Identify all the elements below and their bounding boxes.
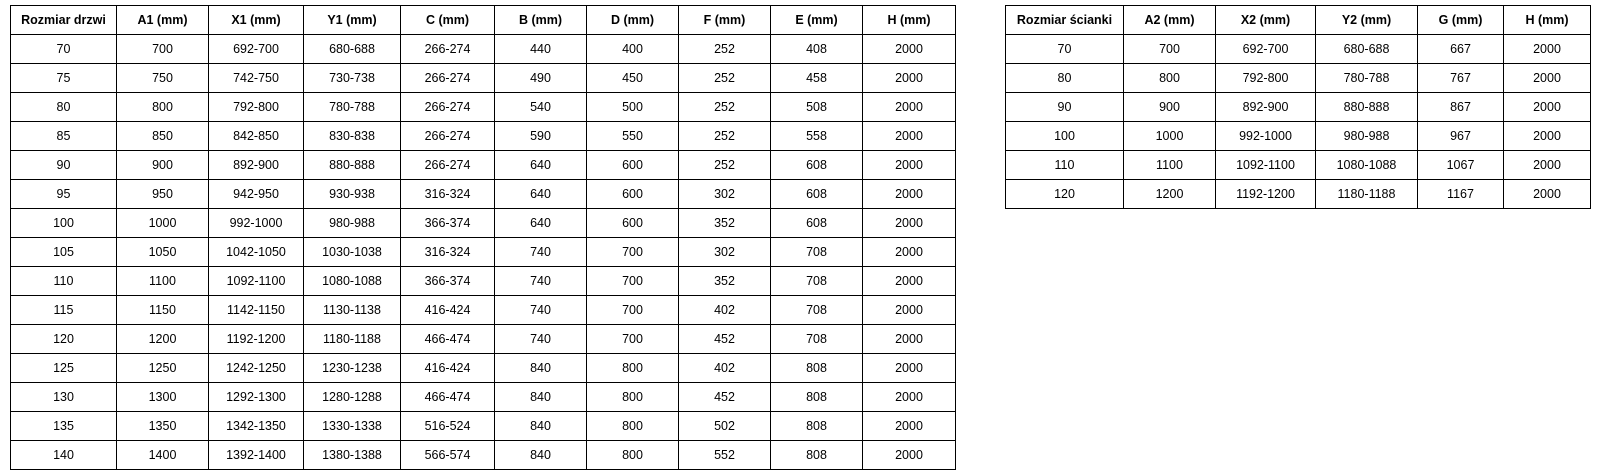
walls-column-header: X2 (mm) — [1216, 6, 1316, 35]
doors-cell: 750 — [117, 64, 209, 93]
doors-cell: 800 — [587, 383, 679, 412]
walls-cell: 120 — [1006, 180, 1124, 209]
walls-cell: 992-1000 — [1216, 122, 1316, 151]
doors-cell: 130 — [11, 383, 117, 412]
walls-cell: 110 — [1006, 151, 1124, 180]
doors-cell: 252 — [679, 151, 771, 180]
doors-cell: 566-574 — [401, 441, 495, 470]
walls-cell: 2000 — [1504, 64, 1591, 93]
table-row — [11, 354, 956, 383]
table-row — [1006, 64, 1591, 93]
doors-cell: 840 — [495, 383, 587, 412]
doors-cell: 608 — [771, 180, 863, 209]
doors-cell: 1242-1250 — [209, 354, 304, 383]
doors-cell: 840 — [495, 354, 587, 383]
doors-cell: 830-838 — [304, 122, 401, 151]
doors-cell: 466-474 — [401, 325, 495, 354]
table-row — [1006, 180, 1591, 209]
doors-cell: 1300 — [117, 383, 209, 412]
doors-cell: 2000 — [863, 325, 956, 354]
doors-cell: 1142-1150 — [209, 296, 304, 325]
doors-cell: 352 — [679, 267, 771, 296]
doors-cell: 1342-1350 — [209, 412, 304, 441]
doors-cell: 808 — [771, 383, 863, 412]
doors-cell: 1030-1038 — [304, 238, 401, 267]
doors-cell: 416-424 — [401, 296, 495, 325]
doors-cell: 366-374 — [401, 267, 495, 296]
walls-cell: 692-700 — [1216, 35, 1316, 64]
walls-cell: 767 — [1418, 64, 1504, 93]
doors-cell: 840 — [495, 412, 587, 441]
doors-cell: 800 — [117, 93, 209, 122]
doors-cell: 700 — [587, 238, 679, 267]
doors-cell: 1230-1238 — [304, 354, 401, 383]
doors-cell: 608 — [771, 209, 863, 238]
table-row — [11, 238, 956, 267]
walls-cell: 2000 — [1504, 151, 1591, 180]
doors-cell: 640 — [495, 151, 587, 180]
doors-cell: 708 — [771, 238, 863, 267]
doors-cell: 740 — [495, 296, 587, 325]
doors-cell: 1080-1088 — [304, 267, 401, 296]
walls-cell: 90 — [1006, 93, 1124, 122]
walls-cell: 70 — [1006, 35, 1124, 64]
walls-cell: 100 — [1006, 122, 1124, 151]
walls-cell: 1067 — [1418, 151, 1504, 180]
doors-column-header: E (mm) — [771, 6, 863, 35]
table-row — [11, 267, 956, 296]
doors-cell: 1050 — [117, 238, 209, 267]
doors-cell: 452 — [679, 383, 771, 412]
doors-cell: 1100 — [117, 267, 209, 296]
doors-cell: 2000 — [863, 64, 956, 93]
doors-cell: 2000 — [863, 122, 956, 151]
doors-cell: 450 — [587, 64, 679, 93]
walls-cell: 880-888 — [1316, 93, 1418, 122]
doors-cell: 842-850 — [209, 122, 304, 151]
doors-cell: 1250 — [117, 354, 209, 383]
walls-cell: 792-800 — [1216, 64, 1316, 93]
doors-cell: 742-750 — [209, 64, 304, 93]
table-row — [11, 64, 956, 93]
doors-cell: 440 — [495, 35, 587, 64]
walls-cell: 2000 — [1504, 122, 1591, 151]
doors-cell: 1280-1288 — [304, 383, 401, 412]
walls-cell: 2000 — [1504, 35, 1591, 64]
doors-cell: 2000 — [863, 383, 956, 412]
doors-cell: 1150 — [117, 296, 209, 325]
doors-cell: 950 — [117, 180, 209, 209]
doors-cell: 730-738 — [304, 64, 401, 93]
doors-cell: 700 — [587, 325, 679, 354]
doors-column-header: C (mm) — [401, 6, 495, 35]
doors-cell: 800 — [587, 412, 679, 441]
doors-cell: 502 — [679, 412, 771, 441]
walls-cell: 2000 — [1504, 180, 1591, 209]
doors-cell: 850 — [117, 122, 209, 151]
doors-cell: 252 — [679, 122, 771, 151]
doors-cell: 316-324 — [401, 180, 495, 209]
doors-cell: 1400 — [117, 441, 209, 470]
table-row — [11, 441, 956, 470]
walls-cell: 980-988 — [1316, 122, 1418, 151]
doors-cell: 600 — [587, 151, 679, 180]
walls-cell: 1000 — [1124, 122, 1216, 151]
doors-cell: 740 — [495, 325, 587, 354]
doors-cell: 115 — [11, 296, 117, 325]
doors-cell: 800 — [587, 441, 679, 470]
doors-cell: 452 — [679, 325, 771, 354]
doors-column-header: Y1 (mm) — [304, 6, 401, 35]
walls-cell: 1167 — [1418, 180, 1504, 209]
table-row — [11, 209, 956, 238]
doors-cell: 70 — [11, 35, 117, 64]
walls-column-header: A2 (mm) — [1124, 6, 1216, 35]
doors-cell: 95 — [11, 180, 117, 209]
doors-cell: 2000 — [863, 151, 956, 180]
doors-cell: 80 — [11, 93, 117, 122]
doors-table-header — [11, 6, 956, 35]
doors-cell: 1292-1300 — [209, 383, 304, 412]
doors-cell: 266-274 — [401, 151, 495, 180]
doors-cell: 808 — [771, 354, 863, 383]
doors-column-header: F (mm) — [679, 6, 771, 35]
doors-cell: 140 — [11, 441, 117, 470]
table-row — [1006, 122, 1591, 151]
walls-dimensions-table — [1005, 5, 1591, 209]
doors-cell: 1200 — [117, 325, 209, 354]
doors-column-header: A1 (mm) — [117, 6, 209, 35]
doors-cell: 550 — [587, 122, 679, 151]
doors-cell: 780-788 — [304, 93, 401, 122]
doors-cell: 808 — [771, 441, 863, 470]
walls-cell: 680-688 — [1316, 35, 1418, 64]
doors-cell: 2000 — [863, 441, 956, 470]
doors-cell: 700 — [587, 267, 679, 296]
doors-cell: 1180-1188 — [304, 325, 401, 354]
doors-cell: 266-274 — [401, 93, 495, 122]
table-row — [11, 93, 956, 122]
walls-cell: 1192-1200 — [1216, 180, 1316, 209]
table-row — [11, 35, 956, 64]
doors-cell: 508 — [771, 93, 863, 122]
table-row — [11, 383, 956, 412]
walls-column-header: Y2 (mm) — [1316, 6, 1418, 35]
doors-cell: 1130-1138 — [304, 296, 401, 325]
doors-cell: 708 — [771, 325, 863, 354]
table-row — [1006, 93, 1591, 122]
doors-cell: 600 — [587, 180, 679, 209]
walls-table-body — [1006, 35, 1591, 209]
doors-cell: 1392-1400 — [209, 441, 304, 470]
doors-cell: 416-424 — [401, 354, 495, 383]
doors-cell: 466-474 — [401, 383, 495, 412]
doors-cell: 500 — [587, 93, 679, 122]
doors-cell: 740 — [495, 267, 587, 296]
walls-cell: 900 — [1124, 93, 1216, 122]
walls-cell: 1100 — [1124, 151, 1216, 180]
doors-cell: 135 — [11, 412, 117, 441]
doors-cell: 942-950 — [209, 180, 304, 209]
doors-cell: 2000 — [863, 296, 956, 325]
doors-cell: 2000 — [863, 354, 956, 383]
doors-cell: 302 — [679, 180, 771, 209]
doors-cell: 840 — [495, 441, 587, 470]
doors-cell: 90 — [11, 151, 117, 180]
doors-cell: 2000 — [863, 93, 956, 122]
walls-column-header: H (mm) — [1504, 6, 1591, 35]
doors-cell: 1042-1050 — [209, 238, 304, 267]
table-row — [11, 325, 956, 354]
doors-cell: 125 — [11, 354, 117, 383]
doors-column-header: B (mm) — [495, 6, 587, 35]
walls-cell: 1080-1088 — [1316, 151, 1418, 180]
table-row — [1006, 151, 1591, 180]
doors-cell: 1092-1100 — [209, 267, 304, 296]
doors-dimensions-table-container — [10, 5, 956, 470]
doors-cell: 516-524 — [401, 412, 495, 441]
doors-cell: 558 — [771, 122, 863, 151]
walls-cell: 1092-1100 — [1216, 151, 1316, 180]
doors-cell: 352 — [679, 209, 771, 238]
walls-cell: 780-788 — [1316, 64, 1418, 93]
doors-cell: 700 — [117, 35, 209, 64]
walls-cell: 800 — [1124, 64, 1216, 93]
doors-cell: 458 — [771, 64, 863, 93]
table-row — [11, 412, 956, 441]
table-header-row — [11, 6, 956, 35]
doors-cell: 700 — [587, 296, 679, 325]
walls-dimensions-table-container — [1005, 5, 1591, 209]
walls-table-header — [1006, 6, 1591, 35]
doors-cell: 105 — [11, 238, 117, 267]
walls-column-header: G (mm) — [1418, 6, 1504, 35]
doors-cell: 640 — [495, 180, 587, 209]
doors-cell: 880-888 — [304, 151, 401, 180]
doors-column-header: Rozmiar drzwi — [11, 6, 117, 35]
doors-cell: 75 — [11, 64, 117, 93]
table-row — [1006, 35, 1591, 64]
doors-cell: 992-1000 — [209, 209, 304, 238]
walls-cell: 667 — [1418, 35, 1504, 64]
doors-cell: 252 — [679, 93, 771, 122]
doors-cell: 100 — [11, 209, 117, 238]
doors-cell: 402 — [679, 296, 771, 325]
doors-cell: 252 — [679, 35, 771, 64]
doors-cell: 400 — [587, 35, 679, 64]
doors-cell: 980-988 — [304, 209, 401, 238]
doors-table-body — [11, 35, 956, 470]
doors-cell: 600 — [587, 209, 679, 238]
doors-cell: 1350 — [117, 412, 209, 441]
doors-cell: 2000 — [863, 267, 956, 296]
doors-cell: 540 — [495, 93, 587, 122]
walls-cell: 1180-1188 — [1316, 180, 1418, 209]
walls-cell: 700 — [1124, 35, 1216, 64]
doors-cell: 366-374 — [401, 209, 495, 238]
doors-cell: 120 — [11, 325, 117, 354]
table-row — [11, 180, 956, 209]
walls-cell: 80 — [1006, 64, 1124, 93]
walls-cell: 2000 — [1504, 93, 1591, 122]
table-row — [11, 296, 956, 325]
doors-cell: 708 — [771, 267, 863, 296]
doors-cell: 85 — [11, 122, 117, 151]
table-header-row — [1006, 6, 1591, 35]
walls-cell: 1200 — [1124, 180, 1216, 209]
doors-cell: 266-274 — [401, 122, 495, 151]
doors-cell: 708 — [771, 296, 863, 325]
doors-cell: 1330-1338 — [304, 412, 401, 441]
doors-cell: 302 — [679, 238, 771, 267]
doors-cell: 2000 — [863, 238, 956, 267]
doors-cell: 2000 — [863, 35, 956, 64]
doors-cell: 402 — [679, 354, 771, 383]
doors-cell: 1192-1200 — [209, 325, 304, 354]
doors-column-header: D (mm) — [587, 6, 679, 35]
doors-cell: 316-324 — [401, 238, 495, 267]
doors-cell: 266-274 — [401, 64, 495, 93]
doors-cell: 680-688 — [304, 35, 401, 64]
walls-column-header: Rozmiar ścianki — [1006, 6, 1124, 35]
doors-cell: 800 — [587, 354, 679, 383]
table-row — [11, 151, 956, 180]
doors-cell: 930-938 — [304, 180, 401, 209]
doors-column-header: H (mm) — [863, 6, 956, 35]
walls-cell: 967 — [1418, 122, 1504, 151]
doors-cell: 1380-1388 — [304, 441, 401, 470]
doors-cell: 792-800 — [209, 93, 304, 122]
doors-cell: 892-900 — [209, 151, 304, 180]
doors-cell: 110 — [11, 267, 117, 296]
doors-cell: 590 — [495, 122, 587, 151]
doors-cell: 2000 — [863, 209, 956, 238]
doors-cell: 1000 — [117, 209, 209, 238]
doors-cell: 266-274 — [401, 35, 495, 64]
table-row — [11, 122, 956, 151]
doors-column-header: X1 (mm) — [209, 6, 304, 35]
doors-cell: 808 — [771, 412, 863, 441]
walls-cell: 892-900 — [1216, 93, 1316, 122]
doors-cell: 900 — [117, 151, 209, 180]
doors-cell: 2000 — [863, 412, 956, 441]
doors-cell: 640 — [495, 209, 587, 238]
walls-cell: 867 — [1418, 93, 1504, 122]
doors-cell: 608 — [771, 151, 863, 180]
doors-cell: 2000 — [863, 180, 956, 209]
doors-cell: 252 — [679, 64, 771, 93]
doors-cell: 408 — [771, 35, 863, 64]
doors-cell: 490 — [495, 64, 587, 93]
doors-cell: 552 — [679, 441, 771, 470]
doors-dimensions-table — [10, 5, 956, 470]
doors-cell: 740 — [495, 238, 587, 267]
doors-cell: 692-700 — [209, 35, 304, 64]
